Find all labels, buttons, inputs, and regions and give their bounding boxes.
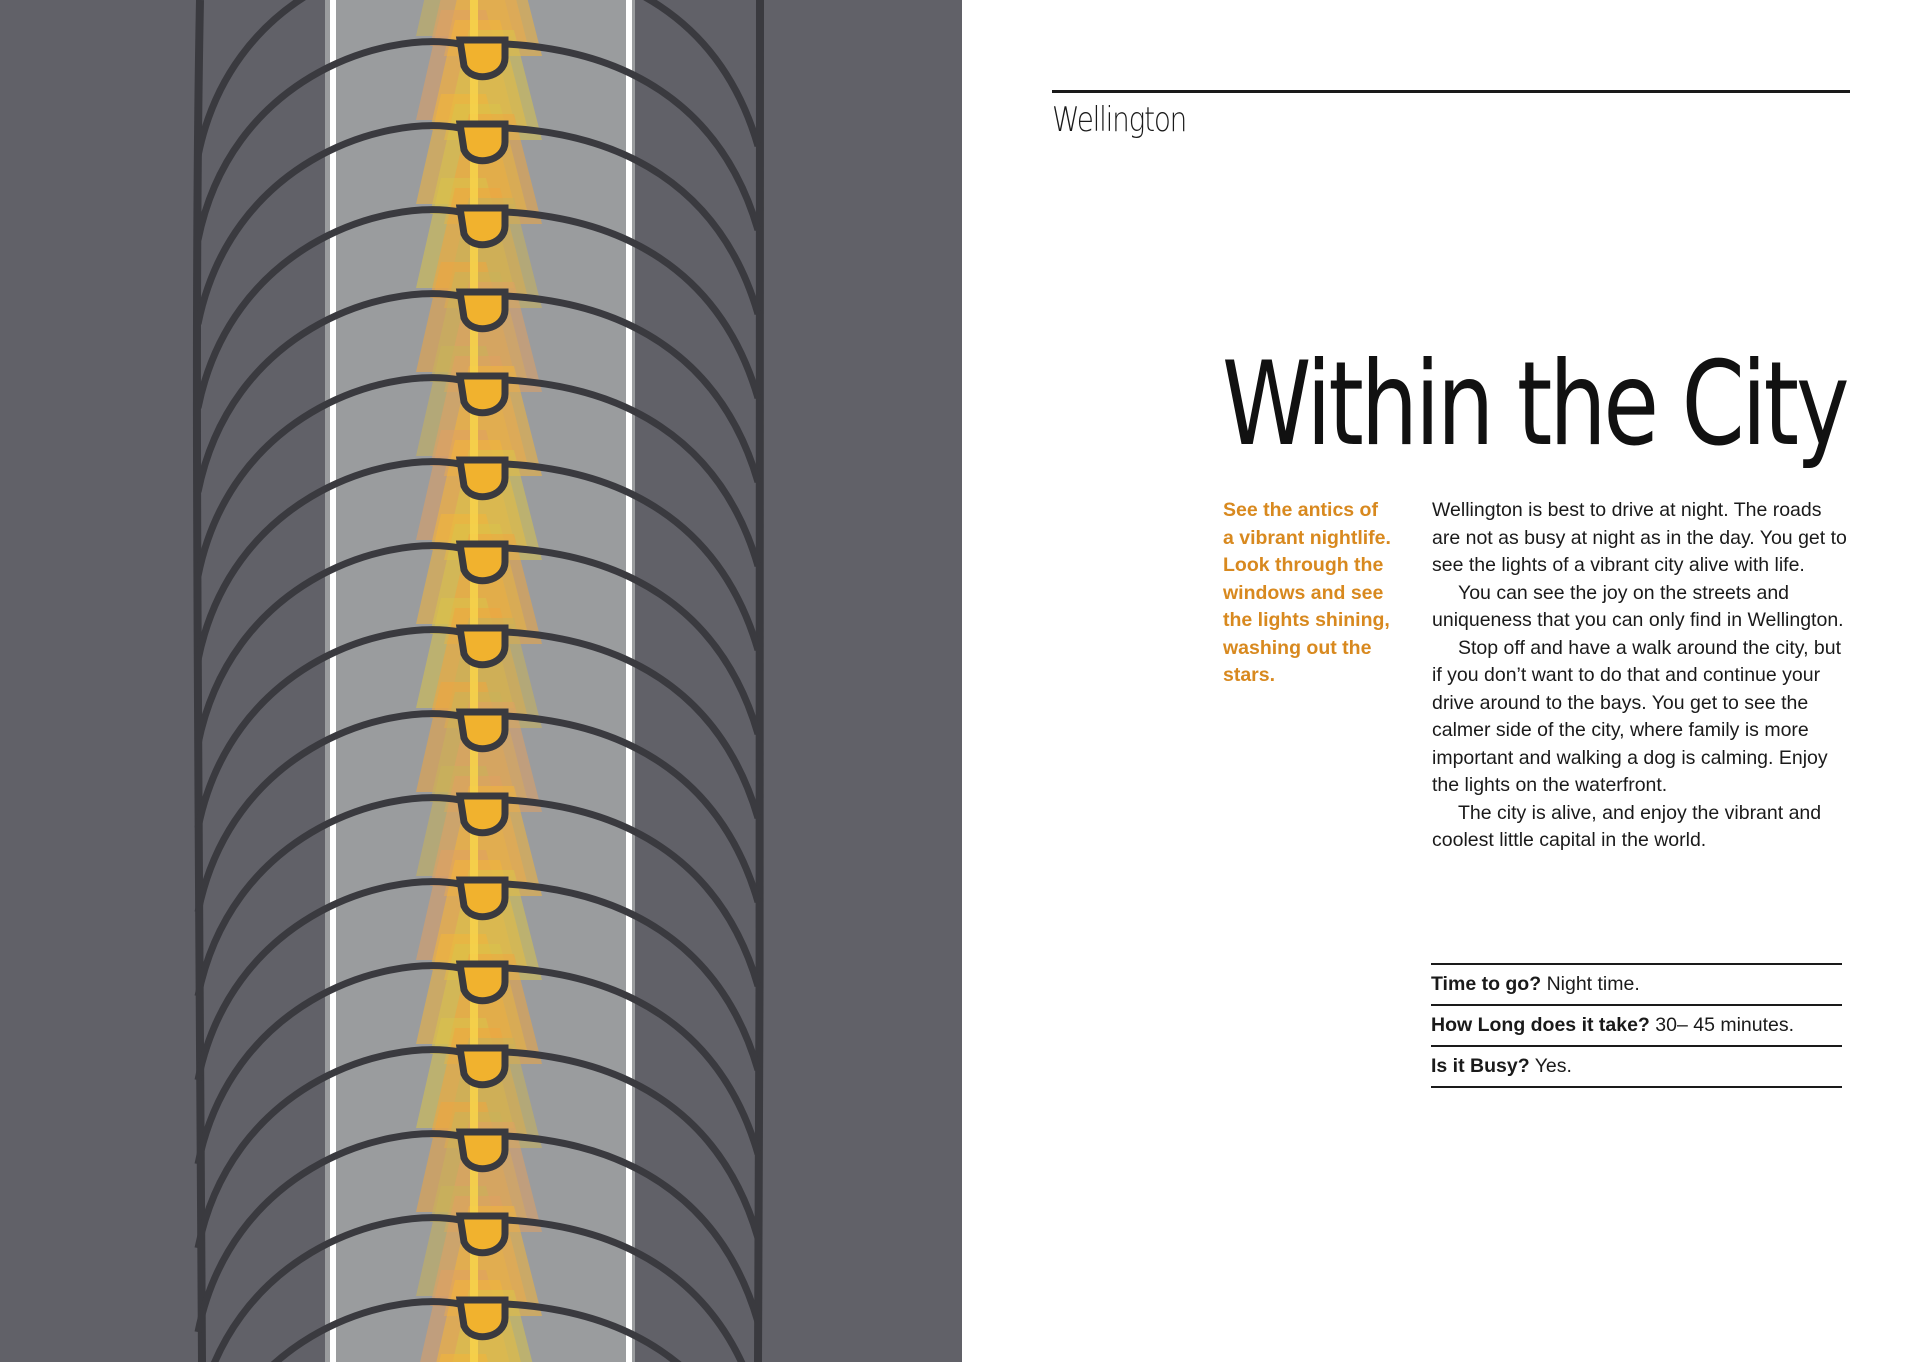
street-lamp-arch-icon: [460, 1216, 505, 1253]
body-paragraph: Wellington is best to drive at night. The roads are not as busy at night as in the day. You get to see the lights of a vibrant city alive with life.: [1432, 499, 1847, 576]
fact-row-duration: [1431, 1004, 1842, 1045]
street-lamp-arch-icon: [460, 460, 505, 497]
pullquote-line: Look through the: [1223, 554, 1384, 576]
fact-value: Yes.: [1534, 1055, 1572, 1077]
street-lamp-arch-icon: [460, 40, 505, 77]
pullquote-line: a vibrant nightlife.: [1223, 526, 1391, 549]
street-lamp-arch-icon: [460, 376, 505, 413]
pullquote-line: windows and see: [1223, 581, 1384, 604]
street-lamp-arch-icon: [460, 292, 505, 329]
fact-row-busy: [1431, 1045, 1842, 1088]
street-lamp-arch-icon: [460, 208, 505, 245]
street-lamp-arch-icon: [460, 628, 505, 665]
body-paragraph: The city is alive, and enjoy the vibrant and coolest little capital in the world.: [1432, 801, 1822, 851]
street-lamp-arch-icon: [460, 544, 505, 581]
street-lamp-arch-icon: [460, 880, 505, 917]
street-lamp-arch-icon: [460, 124, 505, 161]
street-lamp-arch-icon: [460, 796, 505, 833]
fact-value: Night time.: [1546, 973, 1640, 995]
lane-line-right: [626, 0, 632, 1362]
body-paragraph: Stop off and have a walk around the city, but if you don’t want to do that and continue your drive around to the bays. You get to see the calmer side of the city, where family is more important and walking a dog is calming. Enjoy the lights on the waterfront.: [1432, 636, 1842, 796]
pullquote: [1223, 497, 1423, 690]
pullquote-line: See the antics of: [1223, 499, 1378, 521]
fact-label: Time to go?: [1431, 973, 1542, 995]
fact-row-time: [1431, 963, 1842, 1004]
street-lamp-arch-icon: [460, 964, 505, 1001]
article-body: [1432, 497, 1852, 855]
street-lamp-arch-icon: [460, 1132, 505, 1169]
pullquote-line: stars.: [1223, 664, 1276, 686]
fact-label: How Long does it take?: [1431, 1014, 1650, 1036]
top-rule: [1052, 90, 1850, 93]
pullquote-line: the lights shining,: [1223, 609, 1390, 631]
fact-value: 30– 45 minutes.: [1655, 1014, 1795, 1036]
section-title: Wellington: [1052, 100, 1187, 140]
pole-right: [758, 0, 761, 1362]
street-lamp-arch-icon: [460, 712, 505, 749]
facts-table: [1431, 963, 1842, 1088]
street-lamp-arch-icon: [460, 1048, 505, 1085]
street-lamp-arch-icon: [460, 1300, 505, 1337]
page-headline: Within the City: [1222, 337, 1847, 472]
body-paragraph: You can see the joy on the streets and uniqueness that you can only find in Wellington.: [1432, 581, 1844, 631]
pullquote-line: washing out the: [1223, 636, 1372, 659]
fact-label: Is it Busy?: [1431, 1055, 1530, 1077]
